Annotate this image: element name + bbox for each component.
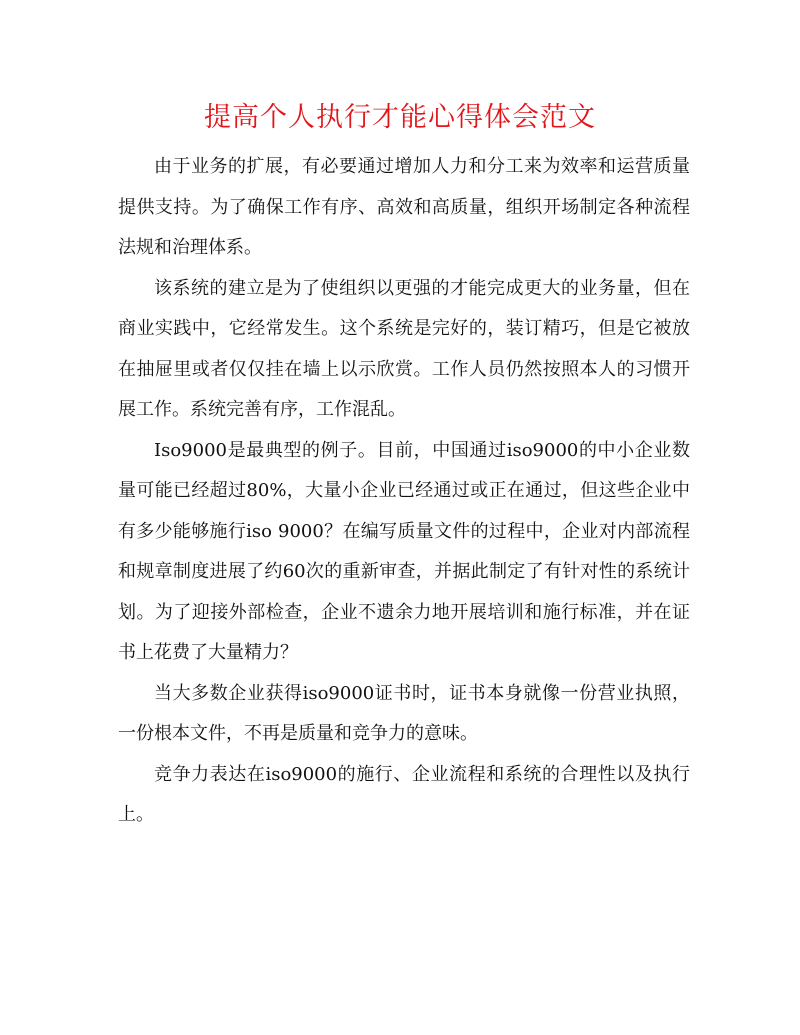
document-title: 提高个人执行才能心得体会范文 — [204, 102, 596, 133]
paragraph-2: 该系统的建立是为了使组织以更强的才能完成更大的业务量，但在商业实践中，它经常发生。这个系统是完好的，装订精巧，但是它被放在抽屉里或者仅仅挂在墙上以示欣赏。工作人员仍然按照本人的习惯开展工作。系统完善有序，工作混乱。 — [118, 277, 690, 420]
paragraph-5: 竞争力表达在iso9000的施行、企业流程和系统的合理性以及执行上。 — [118, 763, 690, 825]
paragraph-4: 当大多数企业获得iso9000证书时，证书本身就像一份营业执照，一份根本文件，不再是质量和竞争力的意味。 — [118, 682, 690, 744]
paragraph-1: 由于业务的扩展，有必要通过增加人力和分工来为效率和运营质量提供支持。为了确保工作有序、高效和高质量，组织开场制定各种流程法规和治理体系。 — [118, 156, 690, 258]
paragraph-3: Iso9000是最典型的例子。目前，中国通过iso9000的中小企业数量可能已经超过80%，大量小企业已经通过或正在通过，但这些企业中有多少能够施行iso 9000？在编写质量文件的过程中，企业对内部流程和规章制度进展了约60次的重新审查，并据此制定了有针对性的系统计划。为了迎接外部检查，企业不遗余力地开展培训和施行标准，并在证书上花费了大量精力？ — [118, 439, 690, 663]
document-body — [118, 147, 690, 836]
